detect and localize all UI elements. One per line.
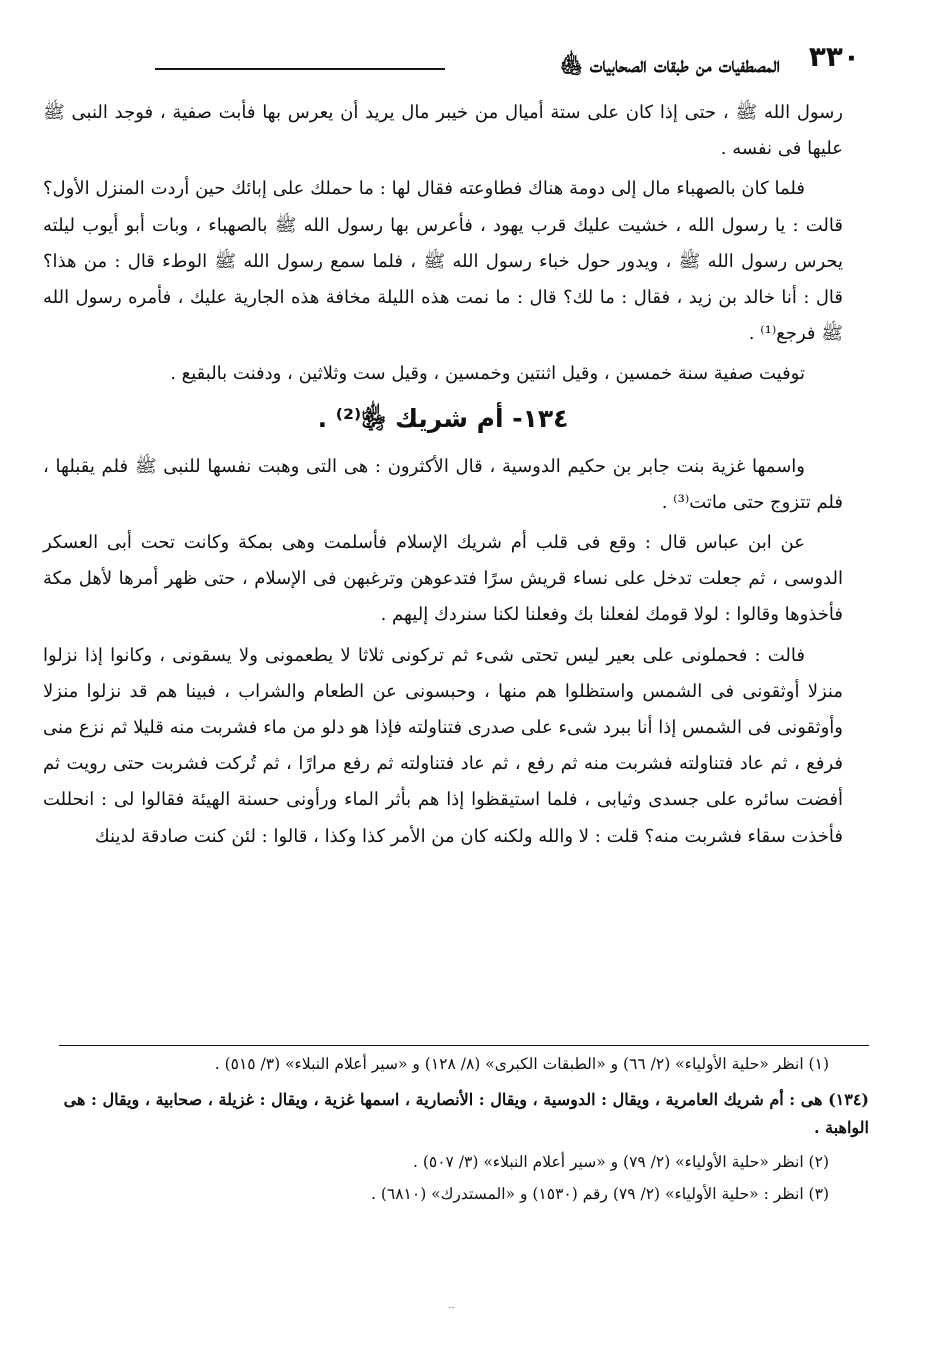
- page-bottom-mark: ‥: [448, 1300, 455, 1311]
- paragraph: توفيت صفية سنة خمسين ، وقيل اثنتين وخمسين ، وقيل ست وثلاثين ، ودفنت بالبقيع .: [170, 363, 805, 385]
- page-header: [30, 40, 860, 90]
- footnotes: [59, 1050, 869, 1212]
- paragraph: عن ابن عباس قال : وقع فى قلب أم شريك الإسلام فأسلمت وهى بمكة وكانت تحت أبى العسكر الدوسى ، ثم جعلت تدخل على نساء قريش سرًا فتدعوهن وترغبهن فى الإسلام ، حتى ظهر أمرها لأهل مكة فأخذوها وقالوا : لولا قومك لفعلنا بك وفعلنا لكنا سنردك إليهم .: [43, 532, 843, 626]
- paragraph: واسمها غزية بنت جابر بن حكيم الدوسية ، قال الأكثرون : هى التى وهبت نفسها للنبى ﷺ فلم يقبلها ، فلم تتزوج حتى ماتت⁽³⁾ .: [43, 455, 843, 513]
- footnote-separator: [59, 1045, 869, 1046]
- page-number: ٣٣٠: [808, 40, 860, 73]
- paragraph: رسول الله ﷺ ، حتى إذا كان على ستة أميال من خيبر مال يريد أن يعرس بها فأبت صفية ، فوجد النبى ﷺ عليها فى نفسه .: [43, 102, 843, 160]
- footnote: (٢) انظر «حلية الأولياء» (٢/ ٧٩) و «سير أعلام النبلاء» (٣/ ٥٠٧) .: [412, 1153, 829, 1171]
- section-heading: ١٣٤- أم شريك ﵂⁽²⁾ .: [317, 403, 569, 433]
- paragraph: فالت : فحملونى على بعير ليس تحتى شىء ثم تركونى ثلاثا لا يطعمونى ولا يسقونى ، وكانوا إذا نزلوا منزلا أوثقونى فى الشمس واستظلوا هم منها ، وحبسونى عن الطعام والشراب ، فبينا هم قد نزلوا منزلا وأوثقونى فى الشمس إذا أنا ببرد شىء على صدرى فتناولته فإذا هو دلو من ماء فشربت منه قليلا ثم نزع منى فرفع ، ثم عاد فتناولته فشربت منه ثم رفع ، ثم عاد فتناولته ثم رفع مرارًا ، ثم تُركت فشربت حتى رويت ثم أفضت سائره على جسدى وثيابى ، فلما استيقظوا إذا هم بأثر الماء ورأونى حسنة الهيئة فقالوا لى : انحللت فأخذت سقاء فشربت منه؟ قلت : لا والله ولكنه كان من الأمر كذا وكذا ، قالوا : لئن كنت صادقة لدينك: [43, 644, 844, 847]
- footnote-biography: (١٣٤) هى : أم شريك العامرية ، ويقال : الدوسية ، ويقال : الأنصارية ، اسمها غزية ، ويقال : غزيلة ، صحابية ، ويقال : هى الواهبة .: [63, 1090, 869, 1137]
- main-text: [43, 95, 843, 859]
- footnote: (٣) انظر : «حلية الأولياء» (٢/ ٧٩) رقم (١٥٣٠) و «المستدرك» (٦٨١٠) .: [370, 1185, 829, 1203]
- header-rule: [155, 68, 445, 70]
- running-title: المصطفيات من طبقات الصحابيات ﵅: [560, 52, 780, 77]
- paragraph: فلما كان بالصهباء مال إلى دومة هناك فطاوعته فقال لها : ما حملك على إبائك حين أردت المنزل الأول؟ قالت : يا رسول الله ، خشيت عليك قرب يهود ، فأعرس بها رسول الله ﷺ بالصهباء ، وبات أبو أيوب ليلته يحرس رسول الله ﷺ ، ويدور حول خباء رسول الله ﷺ ، فلما سمع رسول الله ﷺ الوطء قال : من هذا؟ قال : أنا خالد بن زيد ، فقال : ما لك؟ قال : ما نمت هذه الليلة مخافة هذه الجارية عليك ، فأمره رسول الله ﷺ فرجع⁽¹⁾ .: [43, 178, 843, 345]
- footnote: (١) انظر «حلية الأولياء» (٢/ ٦٦) و «الطبقات الكبرى» (٨/ ١٢٨) و «سير أعلام النبلاء» (٣/ ٥١٥) .: [214, 1055, 829, 1073]
